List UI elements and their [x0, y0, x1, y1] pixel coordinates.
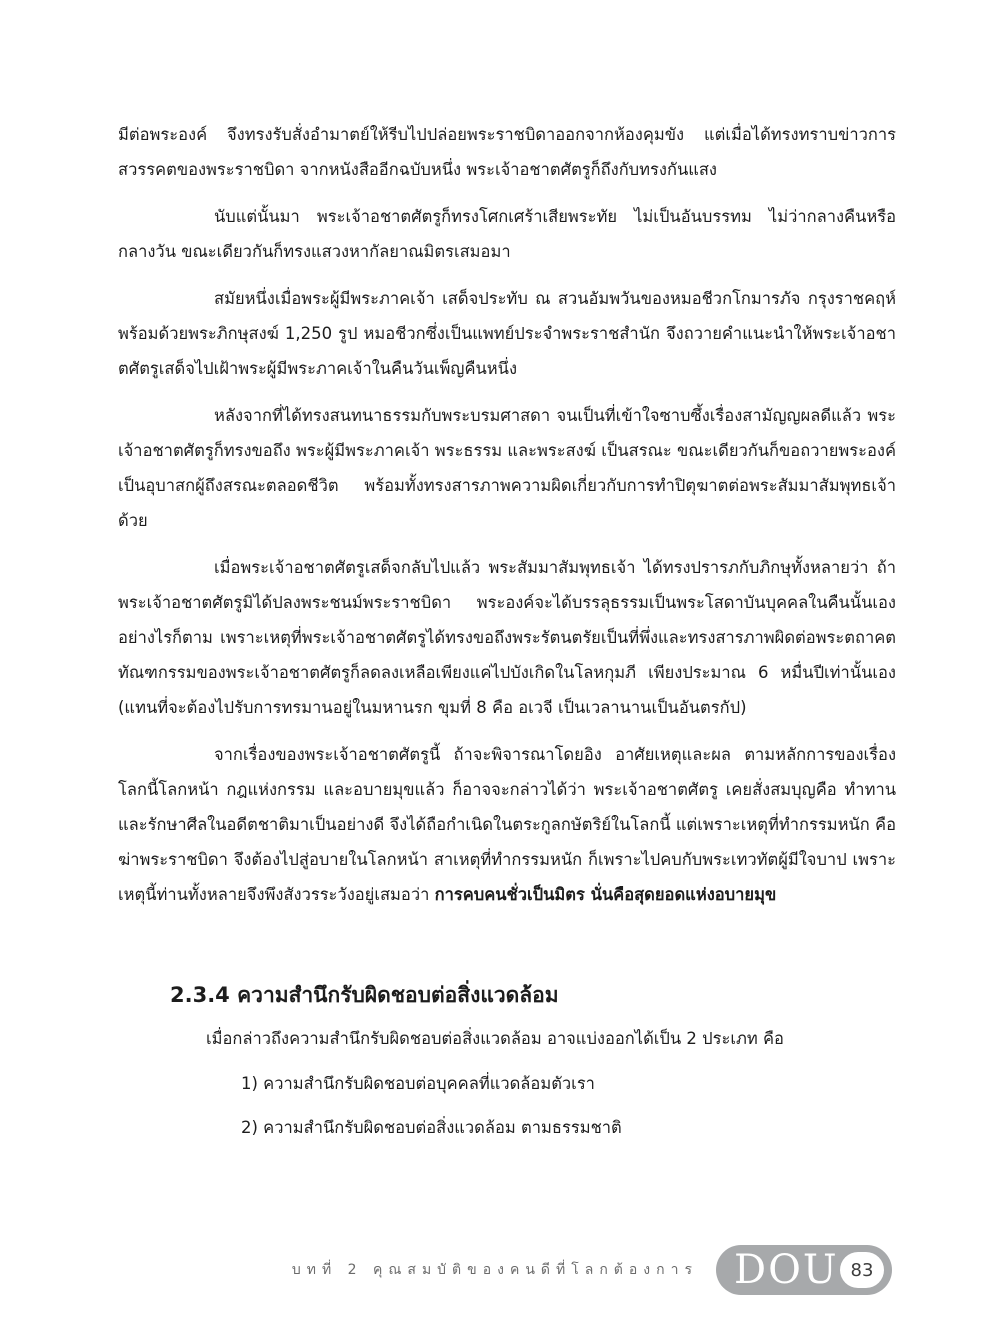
section-heading: 2.3.4 ความสำนึกรับผิดชอบต่อสิ่งแวดล้อม	[170, 983, 559, 1007]
paragraph-6	[118, 737, 896, 912]
page-footer	[292, 1244, 892, 1296]
chapter-title: บทที่ 2 คุณสมบัติของคนดีที่โลกต้องการ	[291, 1262, 698, 1278]
paragraph-6-emphasis: การคบคนชั่วเป็นมิตร นั่นคือสุดยอดแห่งอบายมุข	[434, 885, 777, 904]
list-item-2: 2) ความสำนึกรับผิดชอบต่อสิ่งแวดล้อม ตามธรรมชาติ	[241, 1118, 622, 1137]
dou-badge	[716, 1245, 892, 1295]
dou-logo: DOU	[734, 1247, 839, 1293]
section-intro: เมื่อกล่าวถึงความสำนึกรับผิดชอบต่อสิ่งแวดล้อม อาจแบ่งออกได้เป็น 2 ประเภท คือ	[206, 1029, 784, 1048]
body-text	[118, 117, 896, 924]
list-item-1: 1) ความสำนึกรับผิดชอบต่อบุคคลที่แวดล้อมตัวเรา	[241, 1074, 595, 1093]
paragraph-4: หลังจากที่ได้ทรงสนทนาธรรมกับพระบรมศาสดา จนเป็นที่เข้าใจซาบซึ้งเรื่องสามัญญผลดีแล้ว พระเจ้าอชาตศัตรูก็ทรงขอถึง พระผู้มีพระภาคเจ้า พระธรรม และพระสงฆ์ เป็นสรณะ ขณะเดียวกันก็ขอถวายพระองค์เป็นอุบาสกผู้ถึงสรณะตลอดชีวิต พร้อมทั้งทรงสารภาพความผิดเกี่ยวกับการทำปิตุฆาตต่อพระสัมมาสัมพุทธเจ้าด้วย	[118, 406, 896, 530]
page-number: 83	[840, 1252, 884, 1288]
paragraph-1: มีต่อพระองค์ จึงทรงรับสั่งอำมาตย์ให้รีบไปปล่อยพระราชบิดาออกจากห้องคุมขัง แต่เมื่อได้ทรงทราบข่าวการสวรรคตของพระราชบิดา จากหนังสืออีกฉบับหนึ่ง พระเจ้าอชาตศัตรูก็ถึงกับทรงกันแสง	[118, 125, 896, 179]
paragraph-3: สมัยหนึ่งเมื่อพระผู้มีพระภาคเจ้า เสด็จประทับ ณ สวนอัมพวันของหมอชีวกโกมารภัจ กรุงราชคฤห์ พร้อมด้วยพระภิกษุสงฆ์ 1,250 รูป หมอชีวกซึ่งเป็นแพทย์ประจำพระราชสำนัก จึงถวายคำแนะนำให้พระเจ้าอชาตศัตรูเสด็จไปเฝ้าพระผู้มีพระภาคเจ้าในคืนวันเพ็ญคืนหนึ่ง	[118, 289, 896, 378]
paragraph-5: เมื่อพระเจ้าอชาตศัตรูเสด็จกลับไปแล้ว พระสัมมาสัมพุทธเจ้า ได้ทรงปรารภกับภิกษุทั้งหลายว่า ถ้าพระเจ้าอชาตศัตรูมิได้ปลงพระชนม์พระราชบิดา พระองค์จะได้บรรลุธรรมเป็นพระโสดาบันบุคคลในคืนนั้นเอง อย่างไรก็ตาม เพราะเหตุที่พระเจ้าอชาตศัตรูได้ทรงขอถึงพระรัตนตรัยเป็นที่พึ่งและทรงสารภาพผิดต่อพระตถาคต ทัณฑกรรมของพระเจ้าอชาตศัตรูก็ลดลงเหลือเพียงแค่ไปบังเกิดในโลหกุมภี เพียงประมาณ 6 หมื่นปีเท่านั้นเอง (แทนที่จะต้องไปรับการทรมานอยู่ในมหานรก ขุมที่ 8 คือ อเวจี เป็นเวลานานเป็นอันตรกัป)	[118, 558, 896, 717]
paragraph-6-text: จากเรื่องของพระเจ้าอชาตศัตรูนี้ ถ้าจะพิจารณาโดยอิง อาศัยเหตุและผล ตามหลักการของเรื่องโลกนี้โลกหน้า กฎแห่งกรรม และอบายมุขแล้ว ก็อาจจะกล่าวได้ว่า พระเจ้าอชาตศัตรู เคยสั่งสมบุญคือ ทำทาน และรักษาศีลในอดีตชาติมาเป็นอย่างดี จึงได้ถือกำเนิดในตระกูลกษัตริย์ในโลกนี้ แต่เพราะเหตุที่ทำกรรมหนัก คือฆ่าพระราชบิดา จึงต้องไปสู่อบายในโลกหน้า สาเหตุที่ทำกรรมหนัก ก็เพราะไปคบกับพระเทวทัตผู้มีใจบาป เพราะเหตุนี้ท่านทั้งหลายจึงพึงสังวรระวังอยู่เสมอว่า	[118, 745, 896, 904]
paragraph-2: นับแต่นั้นมา พระเจ้าอชาตศัตรูก็ทรงโศกเศร้าเสียพระทัย ไม่เป็นอันบรรทม ไม่ว่ากลางคืนหรือกลางวัน ขณะเดียวกันก็ทรงแสวงหากัลยาณมิตรเสมอมา	[118, 207, 896, 261]
